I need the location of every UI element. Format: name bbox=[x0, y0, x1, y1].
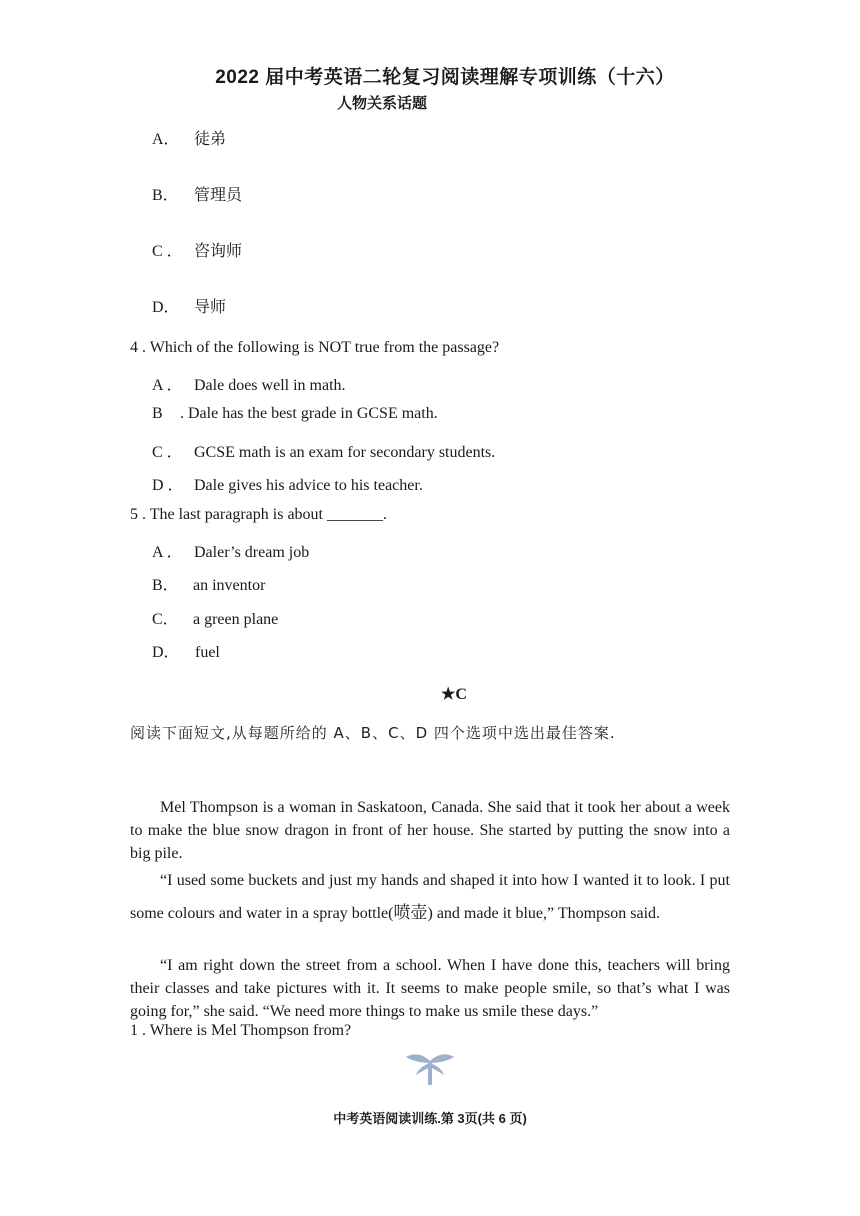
q3-option-b bbox=[152, 182, 242, 205]
option-letter: C． bbox=[152, 611, 179, 628]
q5-option-b bbox=[152, 572, 265, 595]
page-subtitle: 人物关系话题 bbox=[337, 95, 428, 112]
option-text: . Dale has the best grade in GCSE math. bbox=[180, 405, 438, 422]
page-footer: 中考英语阅读训练.第 3页(共 6 页) bbox=[333, 1111, 527, 1126]
option-letter: A． bbox=[152, 131, 180, 148]
q4-option-b bbox=[152, 405, 438, 423]
passage-paragraph-2 bbox=[130, 864, 730, 930]
q3-option-a bbox=[152, 126, 226, 149]
option-letter: B． bbox=[152, 577, 179, 594]
option-text: 管理员 bbox=[194, 185, 243, 204]
q4-option-a bbox=[152, 372, 346, 395]
option-text: GCSE math is an exam for secondary students. bbox=[194, 444, 496, 461]
q5-option-c bbox=[152, 606, 278, 629]
plant-logo-icon bbox=[404, 1051, 456, 1087]
option-text: a green plane bbox=[193, 611, 279, 628]
question-5-stem: 5 . The last paragraph is about _______. bbox=[130, 506, 387, 523]
question-4-stem: 4 . Which of the following is NOT true from the passage? bbox=[130, 339, 500, 356]
option-letter: C ． bbox=[152, 444, 183, 461]
section-instruction: 阅读下面短文,从每题所给的 A、B、C、D 四个选项中选出最佳答案. bbox=[130, 724, 616, 742]
paragraph-text: ) and made it blue,” Thompson said. bbox=[427, 905, 661, 922]
q3-option-c bbox=[152, 238, 242, 261]
passage-paragraph-3: “I am right down the street from a school. When I have done this, teachers will bring their classes and take pictures with it. It seems to make people smile, so that’s what I was going for,” she said. “We need more things to make us smile these days.” bbox=[130, 957, 730, 1020]
page-title: 2022 届中考英语二轮复习阅读理解专项训练（十六） bbox=[215, 67, 675, 88]
option-letter: C ． bbox=[152, 243, 183, 260]
q3-option-d bbox=[152, 294, 226, 317]
option-text: 徒弟 bbox=[194, 129, 227, 148]
paragraph-chinese-gloss: 喷壶 bbox=[393, 903, 428, 923]
option-letter: D． bbox=[152, 299, 180, 316]
option-text: 咨询师 bbox=[194, 241, 243, 260]
q4-option-c bbox=[152, 439, 495, 462]
q4-option-d bbox=[152, 472, 423, 495]
option-letter: A ． bbox=[152, 377, 183, 394]
option-text: Dale does well in math. bbox=[194, 377, 346, 394]
option-text: fuel bbox=[195, 644, 220, 661]
option-letter: B bbox=[152, 405, 163, 422]
question-1-stem: 1 . Where is Mel Thompson from? bbox=[130, 1022, 352, 1039]
option-letter: D ． bbox=[152, 477, 184, 494]
section-heading: ★C bbox=[441, 686, 467, 703]
option-letter: D． bbox=[152, 644, 180, 661]
option-letter: B． bbox=[152, 187, 179, 204]
passage-paragraph-1: Mel Thompson is a woman in Saskatoon, Canada. She said that it took her about a week to make the blue snow dragon in front of her house. She started by putting the snow into a big pile. bbox=[130, 799, 730, 862]
paragraph-text: “I used some buckets and just my hands and shaped it into how I wanted it to look. I put some colours and water in a spray bottle( bbox=[130, 872, 730, 922]
option-letter: A ． bbox=[152, 544, 183, 561]
q5-option-a bbox=[152, 539, 309, 562]
option-text: an inventor bbox=[193, 577, 266, 594]
option-text: Daler’s dream job bbox=[194, 544, 310, 561]
option-text: Dale gives his advice to his teacher. bbox=[194, 477, 423, 494]
option-text: 导师 bbox=[194, 297, 227, 316]
q5-option-d bbox=[152, 639, 220, 662]
